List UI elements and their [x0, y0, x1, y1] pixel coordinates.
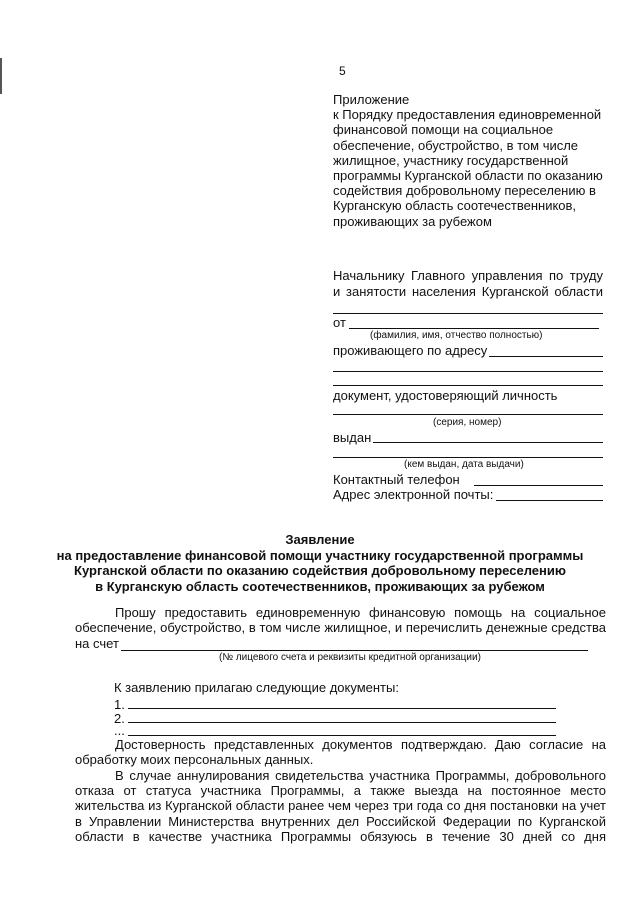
annulment-line: В случае аннулирования свидетельства участника Программы, добровольного: [115, 768, 606, 783]
document-item-field[interactable]: [128, 735, 556, 736]
annex-line: содействия добровольному переселению в: [333, 183, 596, 199]
request-paragraph: [75, 605, 606, 635]
annex-line: финансовой помощи на социальное: [333, 122, 554, 138]
annex-block: [333, 92, 603, 229]
annex-line: проживающих за рубежом: [333, 213, 492, 229]
issued-field[interactable]: [373, 442, 603, 443]
document-item-ellipsis: ...: [114, 723, 125, 738]
annulment-paragraph: [75, 768, 606, 844]
email-field[interactable]: [496, 500, 603, 501]
addressee-block: [333, 268, 603, 299]
address-field[interactable]: [333, 371, 603, 372]
consent-paragraph: [75, 737, 606, 767]
from-field[interactable]: [349, 328, 599, 329]
documents-intro: К заявлению прилагаю следующие документы:: [114, 680, 399, 695]
account-caption: (№ лицевого счета и реквизиты кредитной организации): [219, 652, 481, 663]
addressee-line: и занятости населения Курганской области: [333, 283, 603, 299]
title-line: в Курганскую область соотечественников, проживающих за рубежом: [95, 578, 545, 594]
series-caption: (серия, номер): [433, 417, 502, 428]
title-line: Курганской области по оказанию содействия добровольному переселению: [74, 563, 566, 578]
blank-line[interactable]: [333, 313, 603, 314]
request-line: Прошу предоставить единовременную финансовую помощь на социальное: [115, 605, 606, 620]
title-line: на предоставление финансовой помощи участнику государственной программы: [56, 547, 584, 563]
residing-label: проживающего по адресу: [333, 343, 488, 358]
account-label: на счет: [75, 636, 119, 651]
application-title: [0, 532, 640, 594]
issued-field[interactable]: [333, 457, 603, 458]
page-number: 5: [339, 64, 346, 78]
annex-line: жилищное, участнику государственной: [333, 152, 569, 168]
email-label: Адрес электронной почты:: [333, 487, 494, 502]
annulment-line: жительства из Курганской области ранее чем через три года со дня постановки на учет: [75, 798, 606, 814]
consent-line: обработку моих персональных данных.: [75, 752, 314, 768]
annex-line: программы Курганской области по оказанию: [333, 168, 603, 184]
title-main: Заявление: [285, 532, 355, 547]
annulment-line: отказа от статуса участника Программы, а также выезда на постоянное место: [75, 783, 606, 799]
annex-line: к Порядку предоставления единовременной: [333, 107, 602, 123]
from-label: от: [333, 315, 346, 330]
annex-heading: Приложение: [333, 92, 410, 107]
address-field[interactable]: [489, 356, 603, 357]
phone-label: Контактный телефон: [333, 472, 460, 487]
addressee-line: Начальнику Главного управления по труду: [333, 268, 603, 283]
issued-caption: (кем выдан, дата выдачи): [404, 459, 524, 470]
annex-line: Курганскую область соотечественников,: [333, 198, 577, 214]
request-line: обеспечение, обустройство, в том числе жилищное, и перечислить денежные средства: [75, 620, 606, 636]
document-item-field[interactable]: [128, 722, 556, 723]
consent-line: Достоверность представленных документов подтверждаю. Даю согласие на: [115, 737, 606, 752]
annulment-line: в Управлении Министерства внутренних дел Российской Федерации по Курганской: [75, 813, 606, 829]
fio-caption: (фамилия, имя, отчество полностью): [370, 330, 543, 341]
scan-edge-mark: [0, 58, 2, 94]
phone-field[interactable]: [474, 485, 603, 486]
id-document-label: документ, удостоверяющий личность: [333, 388, 558, 403]
account-field[interactable]: [121, 650, 588, 651]
annulment-line: области в качестве участника Программы обязуюсь в течение 30 дней со дня: [75, 828, 606, 844]
id-document-field[interactable]: [333, 414, 603, 415]
document-item-field[interactable]: [128, 708, 556, 709]
address-field[interactable]: [333, 385, 603, 386]
document-item-number: 1.: [114, 697, 125, 712]
annex-line: обеспечение, обустройство, в том числе: [333, 137, 579, 153]
document-item-number: 2.: [114, 711, 125, 726]
issued-label: выдан: [333, 430, 372, 445]
